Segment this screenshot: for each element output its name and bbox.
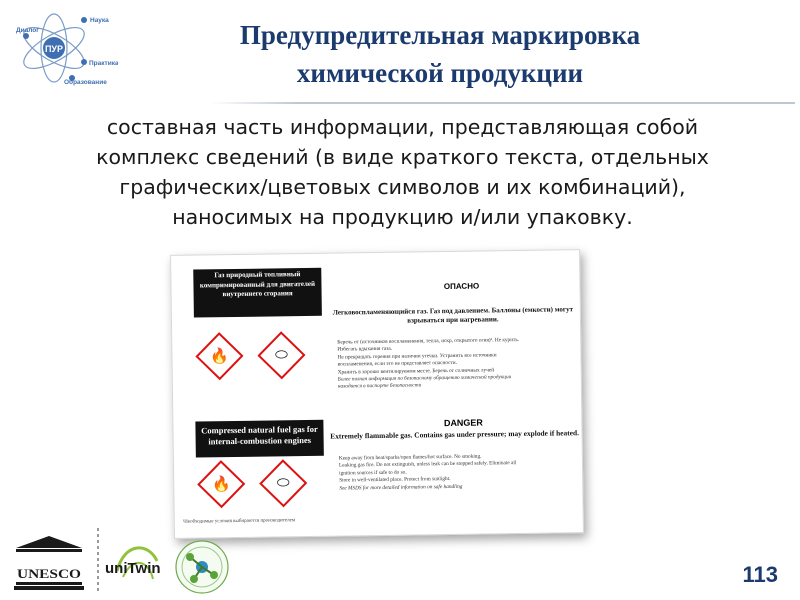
title-line-2: химической продукции <box>296 58 584 88</box>
title-line-1: Предупредительная маркировка <box>239 20 641 50</box>
product-name-en: Compressed natural fuel gas for internal-combustion engines <box>195 420 323 458</box>
hazard-label-image <box>170 249 584 539</box>
slide-number: 113 <box>742 562 778 587</box>
product-name-ru: Газ природный топливный компримированный для двигателей внутреннего сгорания <box>193 268 322 318</box>
unitwin-logo <box>103 537 173 593</box>
svg-text:Диалог: Диалог <box>16 27 39 34</box>
gas-cylinder-pictogram-icon: ⬭ <box>257 331 305 379</box>
logo-divider <box>97 528 99 594</box>
definition-text: составная часть информации, представляющая собой комплекс сведений (в виде краткого текста, отдельных графических/цветовых символов и их комбинаций), наносимых на продукцию и/или упаковку. <box>96 115 709 229</box>
svg-text:Наука: Наука <box>90 17 109 24</box>
svg-text:Практика: Практика <box>89 60 118 67</box>
hazard-statement-en: Extremely flammable gas. Contains gas under pressure; may explode if heated. <box>330 428 579 441</box>
pur-logo <box>14 6 118 88</box>
logo-center-text: ПУР <box>44 44 64 54</box>
flame-pictogram-icon: 🔥 <box>197 460 245 508</box>
title-divider <box>210 102 795 104</box>
label-footnote: ¹Необходимые условия выбираются производителем <box>182 518 296 525</box>
green-chemistry-emblem <box>174 539 230 595</box>
signal-word-en: DANGER <box>443 417 483 429</box>
hazard-statement-ru: Легковоспламеняющийся газ. Газ под давлением. Баллоны (емкости) могут взрываться при нагревании. <box>332 305 574 325</box>
slide-title <box>120 16 760 92</box>
precautions-en: Keep away from heat/sparks/open flames/hot surface. No smoking. Leaking gas fire. Do not extinguish, unless leak can be stopped safely. Eliminate all ignition sources if safe to do so. Store in well-ventilated place. Protect from sunlight. See MSDS for more detailed information on safe handling <box>338 453 517 492</box>
signal-word-ru: ОПАСНО <box>443 281 480 292</box>
unesco-logo <box>12 534 86 592</box>
gas-cylinder-pictogram-icon: ⬭ <box>259 459 307 507</box>
precautions-ru: Беречь от (источников воспламенения, тепла, искр, открытого огня)¹. Не курить. Избегать вдыхания газа. Не прекращать горения при наличии утечки. Устранить все источники воспламенения, если это не представляет опасности. Хранить в хорошо вентилируемом месте. Беречь от солнечных лучей Более полная информация по безопасному обращению химической продукции находится в паспорте безопасности <box>337 337 520 390</box>
svg-text:Образование: Образование <box>64 79 107 86</box>
unitwin-logo-text: uniTwin <box>105 560 161 577</box>
flame-pictogram-icon: 🔥 <box>195 332 243 380</box>
unesco-logo-text: UNESCO <box>17 566 81 581</box>
